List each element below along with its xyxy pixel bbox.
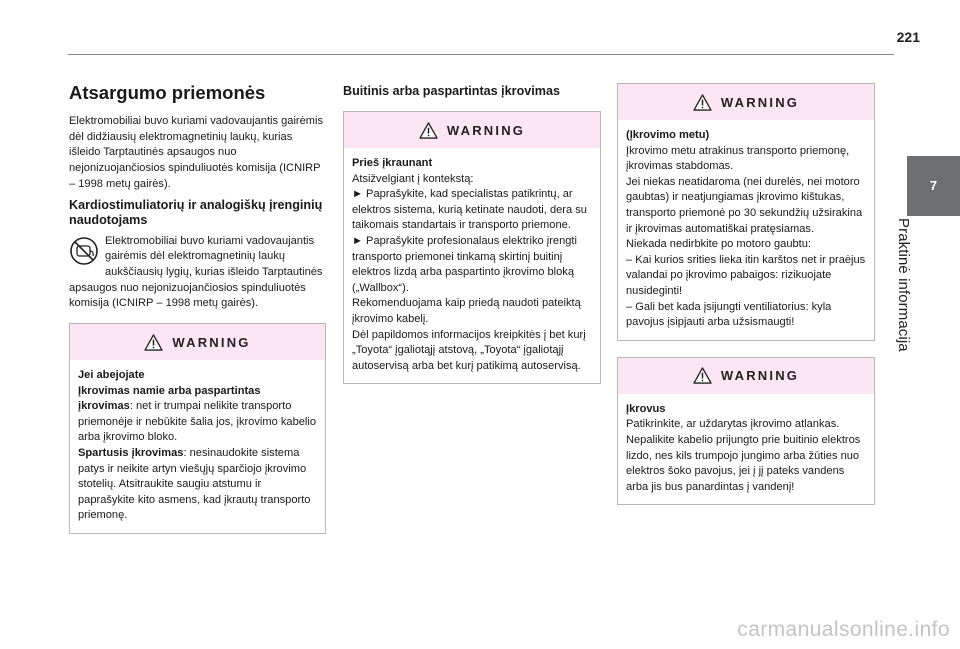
fast-charging-term: Spartusis įkrovimas bbox=[78, 447, 184, 459]
warning-header bbox=[344, 112, 600, 148]
warning-line: Įkrovimo metu atrakinus transporto priemonę, įkrovimas stabdomas. bbox=[626, 144, 850, 173]
chapter-title: Praktinė informacija bbox=[895, 218, 912, 352]
pacemaker-note bbox=[69, 234, 326, 313]
warning-box-after-charging bbox=[617, 357, 875, 506]
intro-paragraph: Elektromobiliai buvo kuriami vadovaujantis gairėmis dėl didžiausių elektromagnetinių laukų, kurias išleido Tarptautinės apsaugos nuo nejonizuojančiosios spinduliuotės komisija (ICNIRP – 1998 metų gairės). bbox=[69, 115, 324, 190]
warning-line: – Kai kurios srities lieka itin karštos net ir praėjus valandai po įkrovimo pabaigos: rizikuojate nusideginti! bbox=[626, 253, 866, 297]
warning-line: Dėl papildomos informacijos kreipkitės į bet kurį „Toyota“ įgaliotąjį atstovą, „Toyota“ įgaliotąjį autoservisą arba bet kurį patikimą autoservisą. bbox=[352, 328, 586, 372]
warning-box-doubt bbox=[69, 323, 326, 534]
warning-heading: (Įkrovimo metu) bbox=[626, 129, 710, 141]
warning-heading: Prieš įkraunant bbox=[352, 157, 433, 169]
pacemaker-subheading: Kardiostimuliatorių ir analogiškų įrenginių naudotojams bbox=[69, 197, 323, 228]
section-title: Atsargumo priemonės bbox=[69, 82, 266, 103]
warning-line: Niekada nedirbkite po motoro gaubtu: bbox=[626, 238, 812, 251]
pacemaker-paragraph: Elektromobiliai buvo kuriami vadovaujantis gairėmis dėl elektromagnetinių laukų aukščiausių lygių, kurias išleido Tarptautinės apsaugos nuo nejonizuojančiosios spinduliuotės komisija (ICNIRP – 1998 metų gairės). bbox=[69, 234, 323, 310]
warning-line: ► Paprašykite, kad specialistas patikrintų, ar elektros sistema, kurią ketinate naudoti, dera su taikomais standartais ir transporto priemone. bbox=[352, 188, 587, 232]
warning-box-before-charging bbox=[343, 111, 601, 384]
column-1 bbox=[69, 80, 326, 534]
warning-label: WARNING bbox=[720, 94, 800, 110]
warning-header bbox=[618, 358, 874, 394]
warning-body bbox=[618, 120, 874, 340]
warning-line: Jei niekas neatidaroma (nei durelės, nei motoro gaubtas) ir neatjungiamas įkrovimo kištukas, transporto priemonė po 30 sekundžių užsirakina ir įkrovimas automatiškai pratęsiamas. bbox=[626, 175, 863, 235]
warning-line: Rekomenduojama kaip priedą naudoti pateiktą įkrovimo kabelį. bbox=[352, 297, 581, 325]
warning-home-charging: Įkrovimas namie arba paspartintas įkrovimas: net ir trumpai nelikite transporto priemonėje ir nebūkite šalia jos, įkrovimo kabelio arba įkrovimo bloko. bbox=[78, 384, 317, 444]
watermark: carmanualsonline.info bbox=[737, 618, 950, 641]
column-2 bbox=[343, 80, 601, 384]
warning-label: WARNING bbox=[446, 122, 526, 138]
warning-label: WARNING bbox=[720, 368, 800, 384]
warning-line: ► Paprašykite profesionalaus elektriko įrengti transporto priemonei tinkamą skirtinį buitinį elektros lizdą arba paspartinto įkrovimo bloką („Wallbox“). bbox=[352, 234, 577, 294]
warning-triangle-icon bbox=[693, 94, 712, 111]
warning-label: WARNING bbox=[172, 334, 251, 350]
warning-body bbox=[344, 148, 600, 383]
warning-heading: Jei abejojate bbox=[78, 369, 145, 382]
warning-heading: Įkrovus bbox=[626, 402, 666, 415]
charging-section-title: Buitinis arba paspartintas įkrovimas bbox=[343, 84, 560, 98]
warning-text: Patikrinkite, ar uždarytas įkrovimo atlankas. Nepalikite kabelio prijungto prie buitinio elektros lizdo, nes kils trumpojo jungimo arba žūties nuo elektros šoko pavojus, jei į jį pateks vandens arba jis bus panardintas į vandenį! bbox=[626, 418, 861, 493]
warning-box-during-charging bbox=[617, 83, 875, 341]
pacemaker-prohibited-icon bbox=[69, 236, 99, 266]
warning-triangle-icon bbox=[144, 334, 163, 351]
warning-line: Atsižvelgiant į kontekstą: bbox=[352, 172, 474, 185]
warning-line: – Gali bet kada įsijungti ventiliatorius: kyla pavojus įsipjauti arba užsismaugti! bbox=[626, 300, 832, 329]
warning-header bbox=[618, 84, 874, 120]
home-charging-term: Įkrovimas namie arba paspartintas įkrovimas bbox=[78, 384, 261, 413]
warning-triangle-icon bbox=[693, 367, 712, 384]
warning-body bbox=[618, 394, 874, 505]
warning-fast-charging: Spartusis įkrovimas: nesinaudokite sistema patys ir neikite artyn viešųjų sparčiojo įkrovimo stotelių. Atsitraukite saugiu atstumu ir paprašykite kito asmens, kad įkrautų transporto priemonę. bbox=[78, 447, 311, 522]
warning-triangle-icon bbox=[419, 122, 438, 139]
warning-header bbox=[70, 324, 325, 360]
column-3 bbox=[617, 80, 875, 505]
warning-body bbox=[70, 360, 325, 533]
page-number: 221 bbox=[896, 29, 920, 45]
chapter-tab[interactable]: 7 bbox=[907, 156, 960, 216]
header-rule bbox=[68, 54, 894, 55]
